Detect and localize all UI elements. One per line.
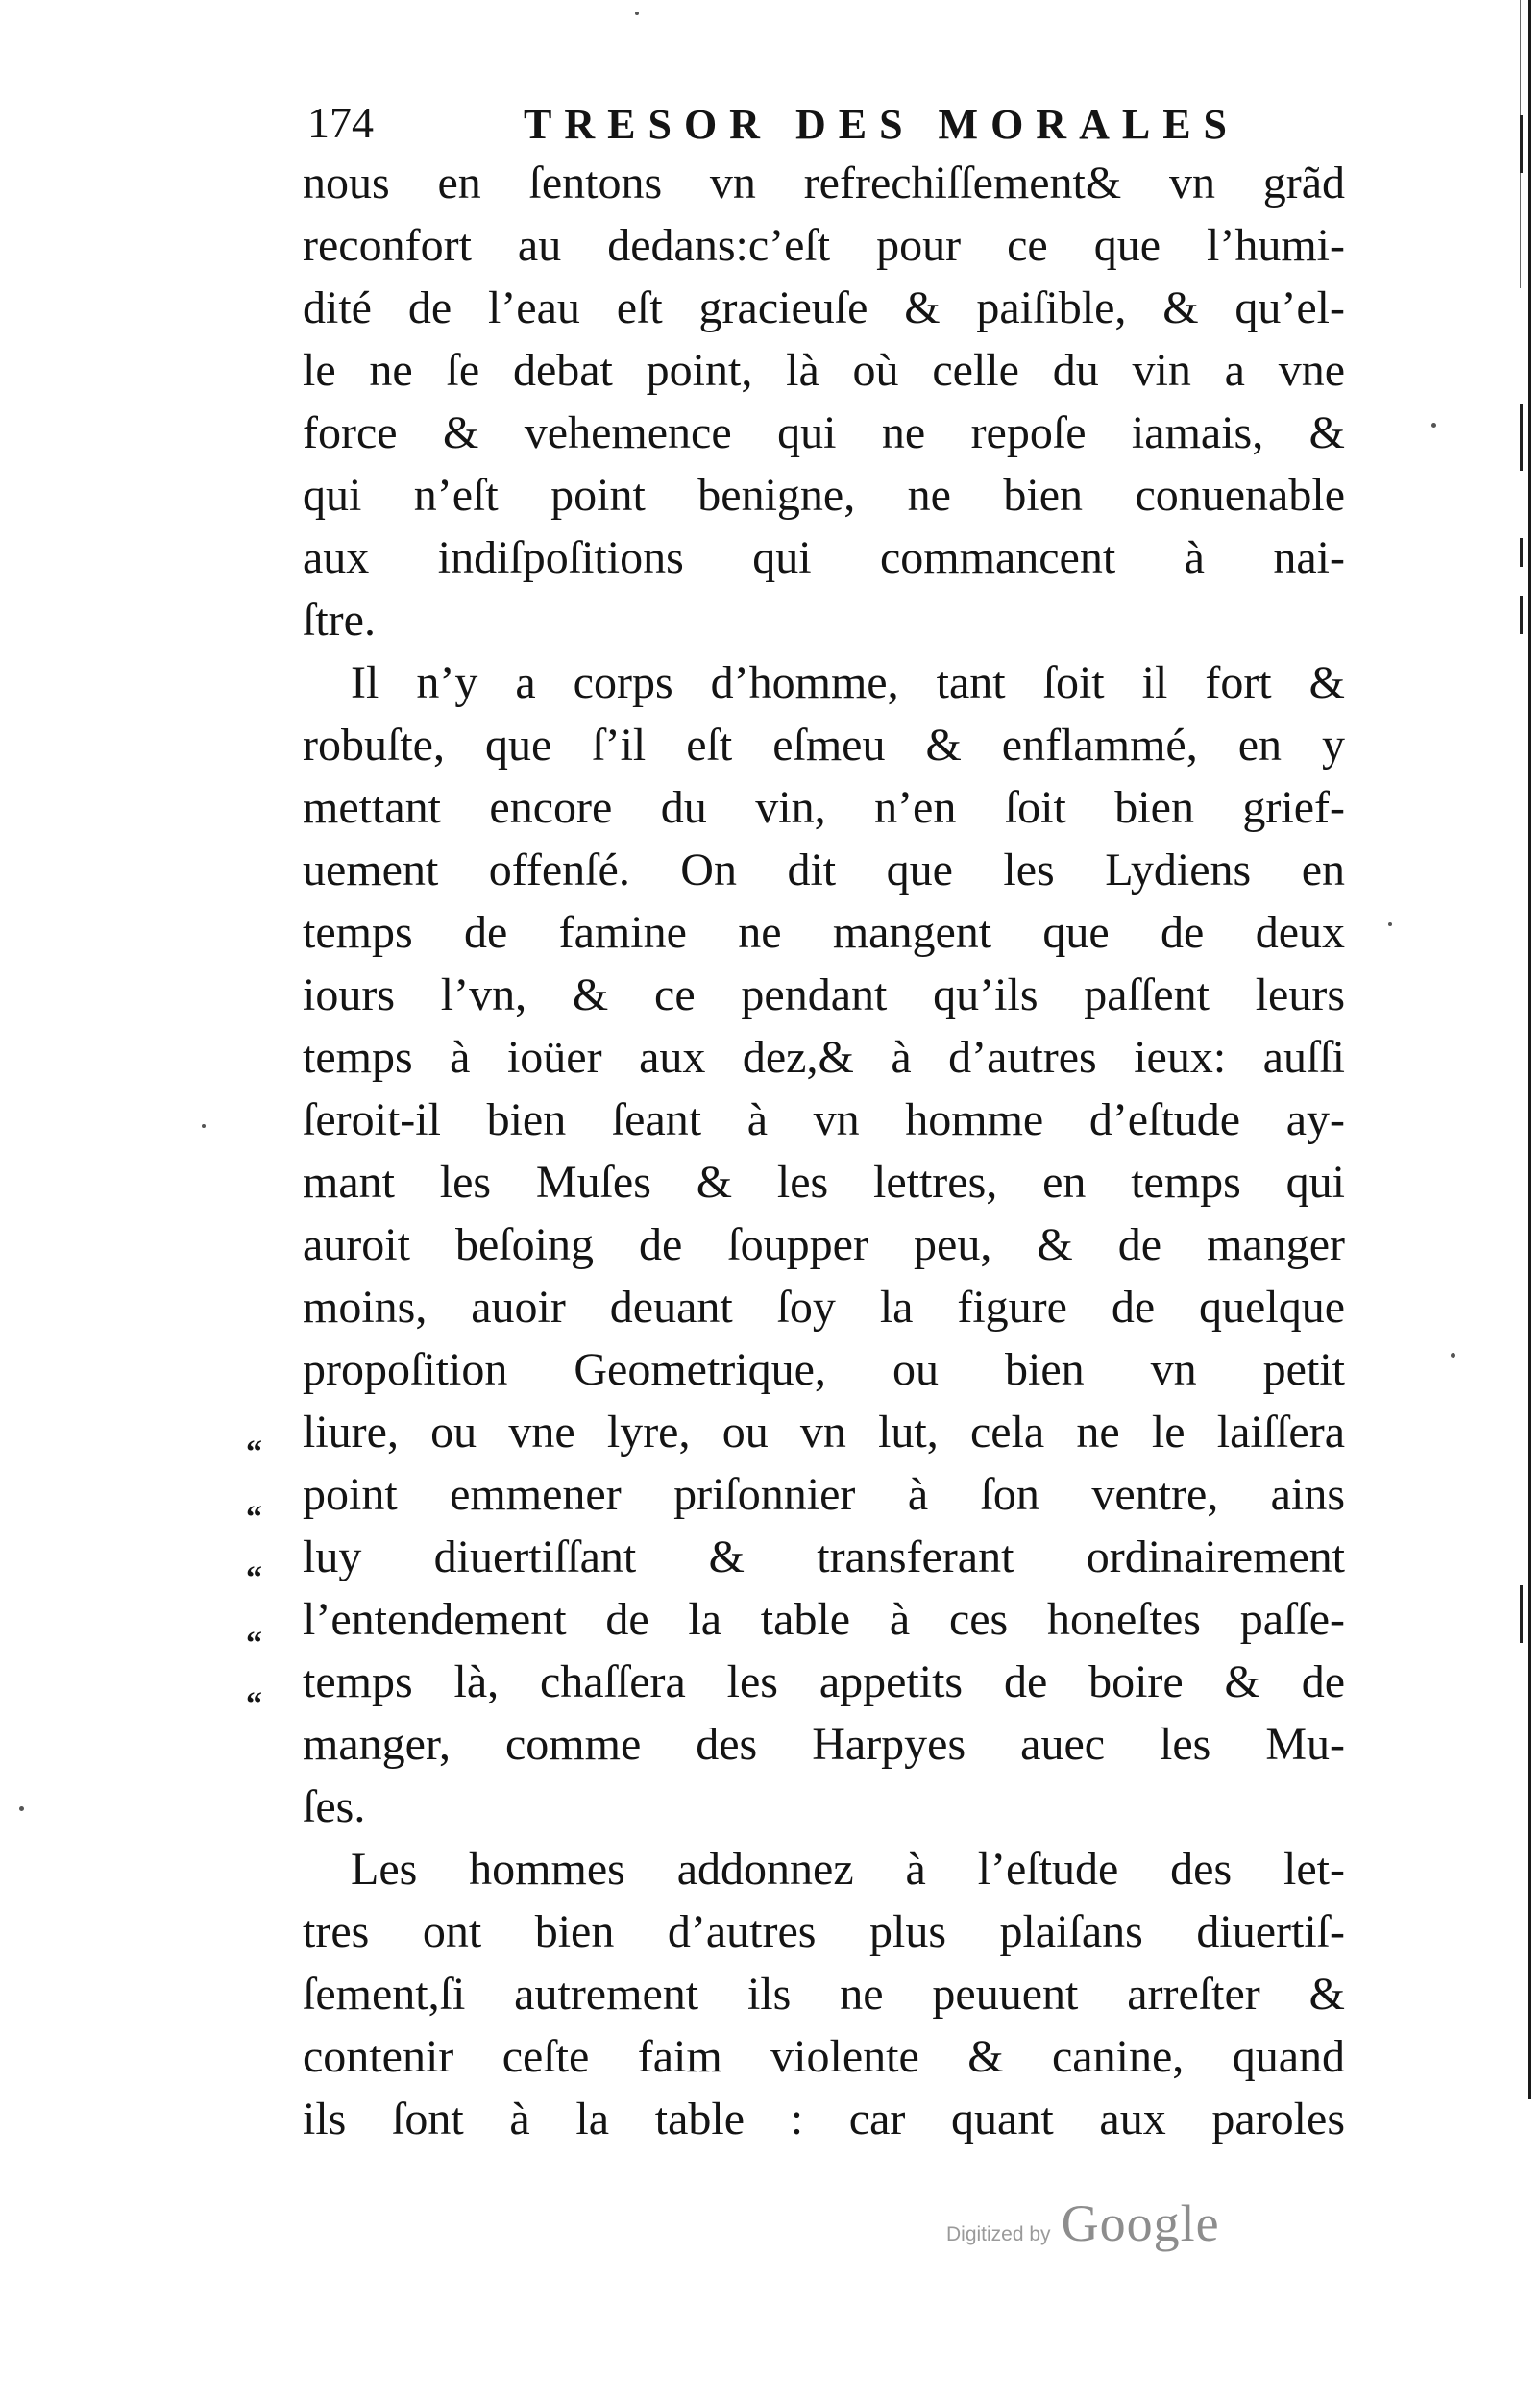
text-line: robuſte, que ſ’il eſt eſmeu & enflammé, en y xyxy=(303,720,1345,771)
ink-speck xyxy=(635,12,639,15)
text-line: tres ont bien d’autres plus plaiſans diuertiſ- xyxy=(303,1906,1345,1957)
edge-mark xyxy=(1520,538,1523,567)
text-line: le ne ſe debat point, là où celle du vin a vne xyxy=(303,345,1345,396)
page-number: 174 xyxy=(307,98,374,147)
text-line: uement offenſé. On dit que les Lydiens en xyxy=(303,845,1345,895)
quote-mark: “ xyxy=(246,1626,262,1661)
text-line: ils ſont à la table : car quant aux paroles xyxy=(303,2094,1345,2145)
text-line: ſement,ſi autrement ils ne peuuent arreſter & xyxy=(303,1969,1345,2020)
edge-mark xyxy=(1520,404,1523,471)
text-line: point emmener priſonnier à ſon ventre, ains xyxy=(303,1469,1345,1520)
quote-mark: “ xyxy=(246,1434,262,1470)
ink-speck xyxy=(1451,1353,1455,1358)
digitization-watermark xyxy=(946,2194,1220,2261)
text-line: nous en ſentons vn refrechiſſement& vn grãd xyxy=(303,158,1345,208)
running-header xyxy=(307,94,1335,152)
text-line: mant les Muſes & les lettres, en temps qui xyxy=(303,1157,1345,1208)
text-line: temps à ioüer aux dez,& à d’autres ieux: auſſi xyxy=(303,1032,1345,1083)
running-title: TRESOR DES MORALES xyxy=(524,101,1240,148)
ink-speck xyxy=(202,1124,206,1128)
text-line: temps de famine ne mangent que de deux xyxy=(303,907,1345,958)
text-line: moins, auoir deuant ſoy la figure de quelque xyxy=(303,1282,1345,1333)
text-line: ſtre. xyxy=(303,595,376,646)
google-logo: Google xyxy=(1061,2194,1220,2252)
text-line: propoſition Geometrique, ou bien vn petit xyxy=(303,1344,1345,1395)
text-line: contenir ceſte faim violente & canine, quand xyxy=(303,2031,1345,2082)
text-line: temps là, chaſſera les appetits de boire & de xyxy=(303,1656,1345,1707)
ink-speck xyxy=(1431,423,1436,428)
edge-mark xyxy=(1520,1585,1523,1643)
text-line: liure, ou vne lyre, ou vn lut, cela ne le laiſſera xyxy=(303,1407,1345,1458)
paragraph-first-line: Les hommes addonnez à l’eſtude des let- xyxy=(351,1844,1345,1895)
watermark-prefix: Digitized by xyxy=(946,2223,1051,2245)
ink-speck xyxy=(1388,922,1392,926)
text-line: aux indiſpoſitions qui commancent à nai- xyxy=(303,532,1345,583)
page-binding-edge xyxy=(1528,0,1531,2099)
text-line: ſeroit-il bien ſeant à vn homme d’eſtude ay- xyxy=(303,1094,1345,1145)
paragraph-first-line: Il n’y a corps d’homme, tant ſoit il fort & xyxy=(351,657,1345,708)
text-line: iours l’vn, & ce pendant qu’ils paſſent leurs xyxy=(303,969,1345,1020)
text-line: mettant encore du vin, n’en ſoit bien grief- xyxy=(303,782,1345,833)
edge-mark xyxy=(1520,115,1523,173)
text-line: manger, comme des Harpyes auec les Mu- xyxy=(303,1719,1345,1770)
text-line: ſes. xyxy=(303,1781,366,1832)
text-line: force & vehemence qui ne repoſe iamais, & xyxy=(303,407,1345,458)
text-line: dité de l’eau eſt gracieuſe & paiſible, & qu’el- xyxy=(303,282,1345,333)
quote-mark: “ xyxy=(246,1500,262,1535)
edge-mark xyxy=(1520,596,1523,634)
text-line: qui n’eſt point benigne, ne bien conuenable xyxy=(303,470,1345,521)
ink-speck xyxy=(19,1806,24,1811)
margin-quote-marks xyxy=(246,0,284,2402)
quote-mark: “ xyxy=(246,1686,262,1722)
text-line: l’entendement de la table à ces honeſtes paſſe- xyxy=(303,1594,1345,1645)
text-line: luy diuertiſſant & transferant ordinairement xyxy=(303,1532,1345,1582)
quote-mark: “ xyxy=(246,1560,262,1596)
body-text xyxy=(303,152,1345,2150)
text-line: reconfort au dedans:c’eſt pour ce que l’humi- xyxy=(303,220,1345,271)
text-line: auroit beſoing de ſoupper peu, & de manger xyxy=(303,1219,1345,1270)
